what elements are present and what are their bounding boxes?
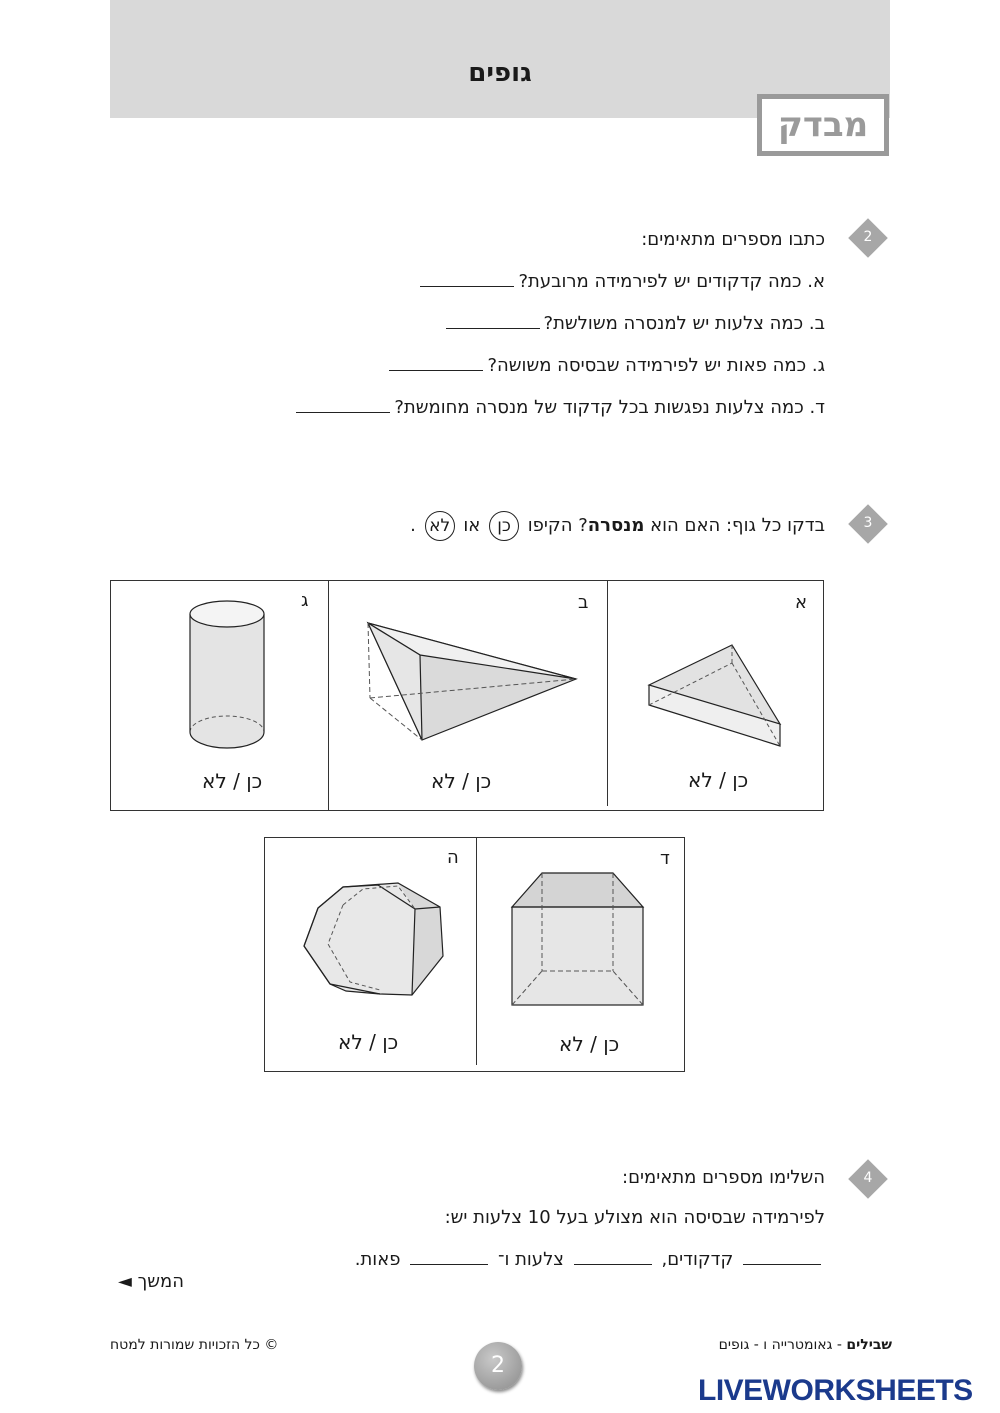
shape-c-letter: ג [301, 590, 309, 611]
shape-d-answer[interactable]: כן / לא [559, 1032, 620, 1056]
divider [476, 837, 477, 1065]
no-circled: לא [425, 511, 455, 541]
question-4-instruction: השלימו מספרים מתאימים: [622, 1167, 825, 1188]
test-badge: מבדק [757, 94, 889, 156]
question-3-number: 3 [863, 515, 873, 531]
shape-d-letter: ד [660, 848, 670, 869]
or-word: או [463, 515, 481, 536]
q3-instruction-start: בדקו כל גוף: האם הוא [650, 515, 825, 536]
divider [607, 580, 608, 806]
shape-e-letter: ה [447, 847, 459, 868]
faces-label: פאות. [354, 1249, 401, 1270]
footer-subtitle: - גאומטרייה ו - גופים [718, 1337, 842, 1353]
shape-a-answer[interactable]: כן / לא [688, 768, 749, 792]
question-2-number: 2 [863, 229, 873, 245]
question-2-item-d [292, 397, 825, 418]
yes-circled: כן [489, 511, 519, 541]
divider [328, 580, 329, 810]
answer-blank-edges[interactable] [574, 1263, 652, 1265]
question-4-number: 4 [863, 1170, 873, 1186]
q3-instruction-end: ? הקיפו [527, 515, 588, 536]
heptagonal-prism-shape [300, 877, 450, 1002]
shape-b-letter: ב [578, 592, 589, 613]
question-4-answers [355, 1249, 825, 1270]
answer-blank-2a[interactable] [420, 285, 514, 287]
answer-blank-2d[interactable] [296, 411, 390, 413]
cylinder-shape [185, 598, 270, 753]
page-title: גופים [468, 58, 532, 88]
answer-blank-2c[interactable] [389, 369, 483, 371]
question-2-item-a [416, 271, 825, 292]
page-number-badge: 2 [474, 1342, 522, 1390]
dot: . [410, 515, 416, 536]
q3-instruction-bold: מנסרה [587, 515, 645, 536]
question-2-item-c [385, 355, 825, 376]
edges-label: צלעות ו־ [497, 1249, 564, 1270]
answer-blank-2b[interactable] [446, 327, 540, 329]
footer-brand: שבילים [846, 1337, 892, 1353]
liveworksheets-logo: LIVEWORKSHEETS [698, 1374, 973, 1407]
answer-blank-faces[interactable] [410, 1263, 488, 1265]
vertices-label: קדקודים, [661, 1249, 734, 1270]
question-2-item-d-text: ד. כמה צלעות נפגשות בכל קדקוד של מנסרה מחומשת? [394, 397, 825, 418]
question-4-sentence: לפירמידה שבסיסה הוא מצולע בעל 10 צלעות יש: [444, 1207, 825, 1228]
footer-copyright: © כל הזכויות שמורות למטח [110, 1337, 279, 1353]
trapezoid-prism-shape [505, 865, 650, 1015]
shape-c-answer[interactable]: כן / לא [202, 769, 263, 793]
continue-label: המשך ◄ [118, 1271, 184, 1292]
question-3-instruction [410, 511, 825, 541]
answer-blank-vertices[interactable] [743, 1263, 821, 1265]
shape-e-answer[interactable]: כן / לא [338, 1030, 399, 1054]
shape-b-answer[interactable]: כן / לא [431, 769, 492, 793]
question-2-item-a-text: א. כמה קדקודים יש לפירמידה מרובעת? [518, 271, 825, 292]
shape-a-letter: א [795, 592, 808, 613]
question-2-item-b-text: ב. כמה צלעות יש למנסרה משולשת? [543, 313, 825, 334]
quadrilateral-pyramid-shape [360, 615, 585, 745]
question-2-item-b [442, 313, 825, 334]
footer-brand-line [719, 1337, 892, 1353]
question-2-item-c-text: ג. כמה פאות יש לפירמידה שבסיסה משושה? [487, 355, 825, 376]
triangular-prism-shape [640, 635, 790, 755]
question-2-instruction: כתבו מספרים מתאימים: [641, 229, 825, 250]
